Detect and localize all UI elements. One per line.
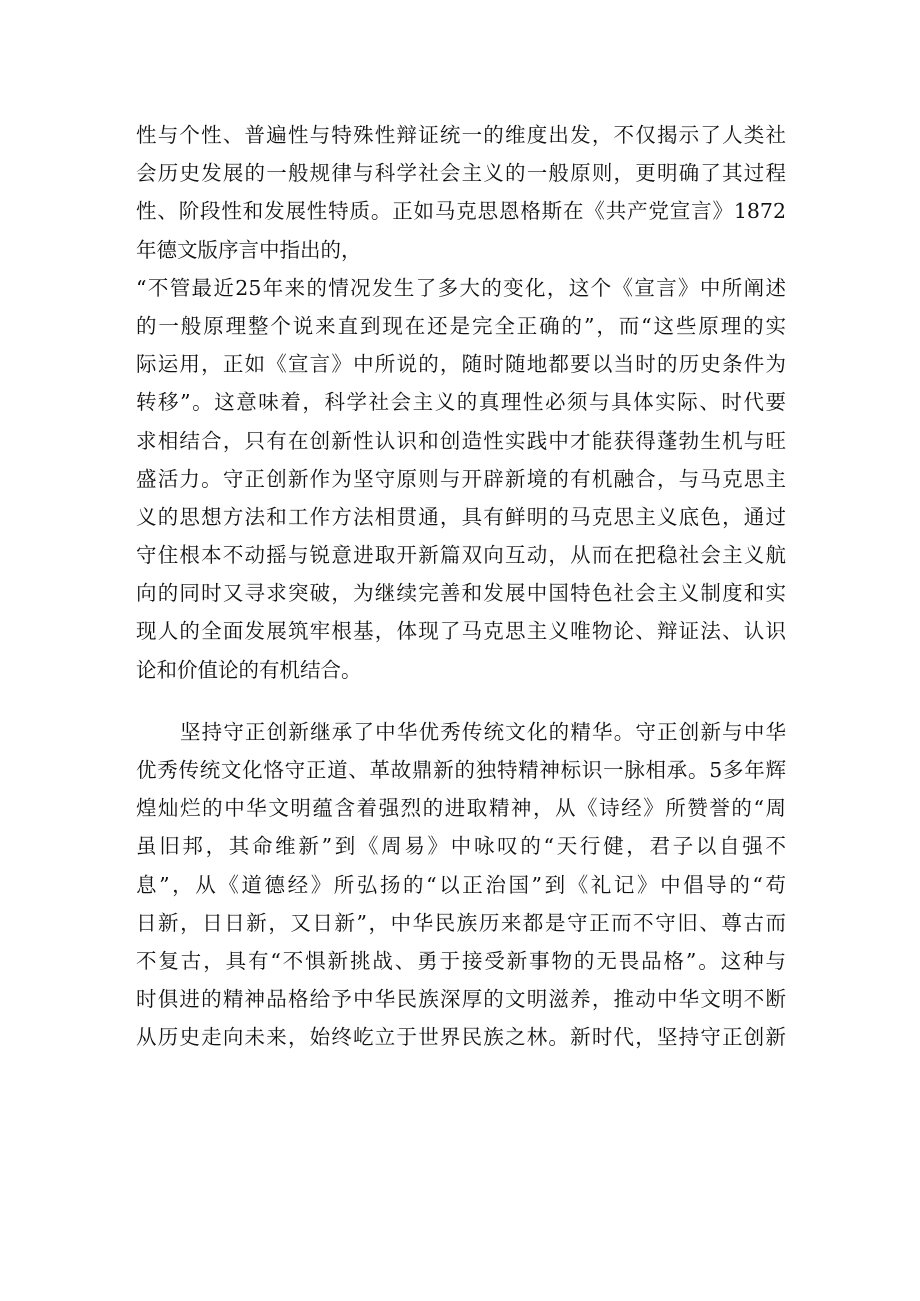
- text-line: 坚持守正创新继承了中华优秀传统文化的精华。守正创新与中华: [180, 719, 786, 744]
- text-line: 时俱进的精神品格给予中华民族深厚的文明滋养，推动中华文明不断: [136, 987, 786, 1012]
- paragraph-1: [136, 116, 786, 689]
- text-line: 年德文版序言中指出的，: [136, 237, 362, 262]
- text-line: 的一般原理整个说来直到现在还是完全正确的”，而“这些原理的实: [136, 313, 786, 338]
- text-line: 息”，从《道德经》所弘扬的“以正治国”到《礼记》中倡导的“苟: [136, 872, 786, 897]
- text-line: 会历史发展的一般规律与科学社会主义的一般原则，更明确了其过程: [136, 161, 786, 186]
- text-line: 从历史走向未来，始终屹立于世界民族之林。新时代，坚持守正创新: [136, 1025, 786, 1050]
- text-line: 煌灿烂的中华文明蕴含着强烈的进取精神，从《诗经》所赞誉的“周: [136, 796, 786, 821]
- text-line: 求相结合，只有在创新性认识和创造性实践中才能获得蓬勃生机与旺: [136, 428, 786, 453]
- text-line: “不管最近25年来的情况发生了多大的变化，这个《宣言》中所阐述: [136, 275, 786, 300]
- text-line: 性、阶段性和发展性特质。正如马克思恩格斯在《共产党宣言》1872: [136, 199, 786, 224]
- text-line: 际运用，正如《宣言》中所说的，随时随地都要以当时的历史条件为: [136, 352, 786, 377]
- text-line: 不复古，具有“不惧新挑战、勇于接受新事物的无畏品格”。这种与: [136, 948, 786, 973]
- text-line: 日新，日日新，又日新”，中华民族历来都是守正而不守旧、尊古而: [136, 910, 786, 935]
- text-line: 虽旧邦，其命维新”到《周易》中咏叹的“天行健，君子以自强不: [136, 834, 786, 859]
- text-line: 优秀传统文化恪守正道、革故鼎新的独特精神标识一脉相承。5多年辉: [136, 758, 786, 782]
- text-line: 性与个性、普遍性与特殊性辩证统一的维度出发，不仅揭示了人类社: [136, 123, 786, 147]
- text-line: 向的同时又寻求突破，为继续完善和发展中国特色社会主义制度和实: [136, 581, 786, 606]
- text-line: 现人的全面发展筑牢根基，体现了马克思主义唯物论、辩证法、认识: [136, 619, 786, 644]
- document-body: [136, 116, 786, 1057]
- paragraph-spacer: [136, 689, 786, 713]
- text-line: 论和价值论的有机结合。: [136, 657, 362, 682]
- text-line: 守住根本不动摇与锐意进取开新篇双向互动，从而在把稳社会主义航: [136, 543, 786, 568]
- text-line: 义的思想方法和工作方法相贯通，具有鲜明的马克思主义底色，通过: [136, 504, 786, 529]
- text-line: 盛活力。守正创新作为坚守原则与开辟新境的有机融合，与马克思主: [136, 466, 786, 491]
- text-line: 转移”。这意味着，科学社会主义的真理性必须与具体实际、时代要: [136, 390, 786, 415]
- paragraph-2: [136, 713, 786, 1057]
